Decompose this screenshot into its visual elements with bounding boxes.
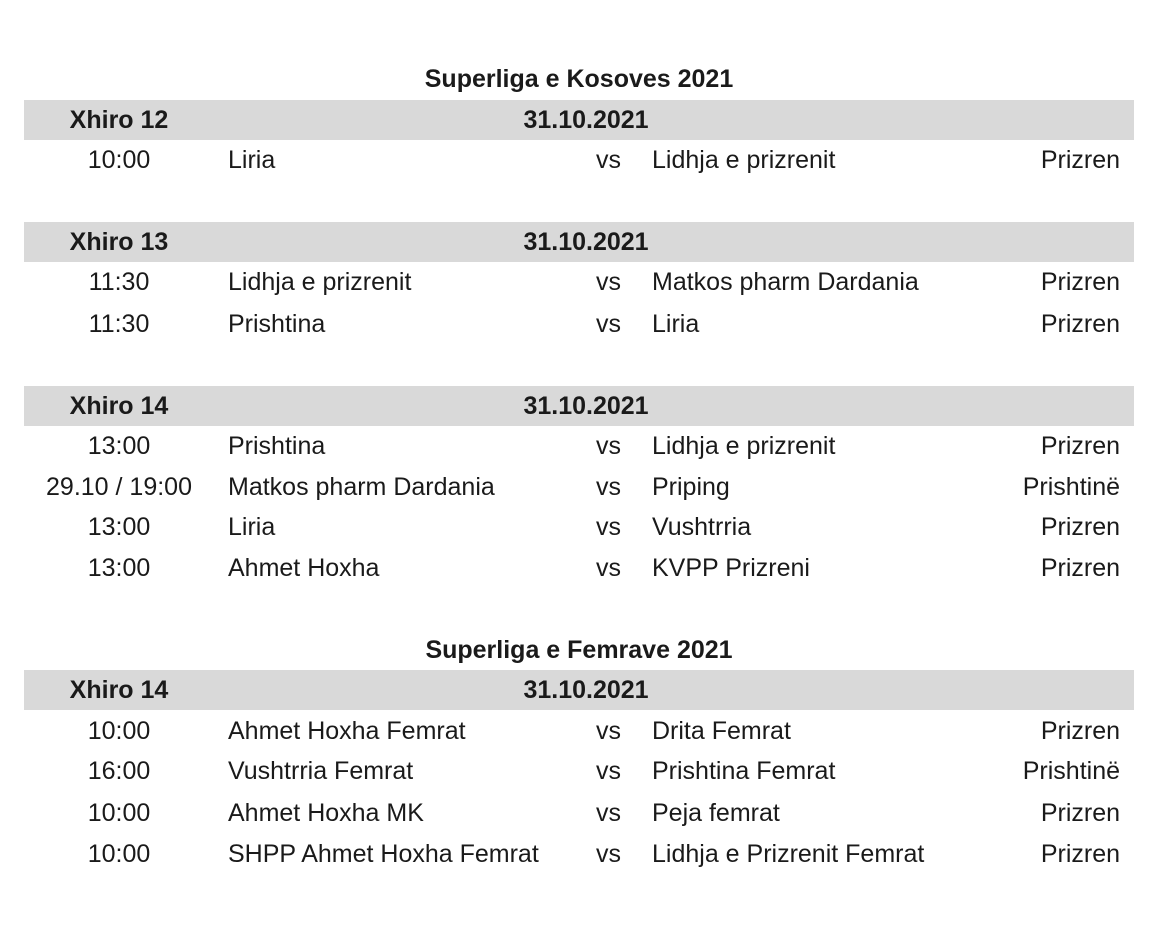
away-team: KVPP Prizreni xyxy=(652,554,810,582)
round-label: Xhiro 12 xyxy=(69,106,169,134)
match-time: 10:00 xyxy=(87,146,151,174)
away-team: Liria xyxy=(652,310,700,338)
venue: Prizren xyxy=(1040,717,1120,745)
venue: Prizren xyxy=(1040,432,1120,460)
round-header xyxy=(24,386,1134,426)
vs-label: vs xyxy=(596,717,621,745)
round-label: Xhiro 14 xyxy=(69,392,169,420)
home-team: Ahmet Hoxha Femrat xyxy=(228,717,466,745)
vs-label: vs xyxy=(596,513,621,541)
round-date: 31.10.2021 xyxy=(523,676,649,704)
round-date: 31.10.2021 xyxy=(523,106,649,134)
vs-label: vs xyxy=(596,268,621,296)
match-time: 13:00 xyxy=(87,513,151,541)
away-team: Lidhja e prizrenit xyxy=(652,146,836,174)
venue: Prizren xyxy=(1040,146,1120,174)
round-label: Xhiro 14 xyxy=(69,676,169,704)
round-date: 31.10.2021 xyxy=(523,228,649,256)
vs-label: vs xyxy=(596,554,621,582)
venue: Prizren xyxy=(1040,310,1120,338)
vs-label: vs xyxy=(596,757,621,785)
venue: Prizren xyxy=(1040,513,1120,541)
home-team: Liria xyxy=(228,146,276,174)
venue: Prishtinë xyxy=(1022,757,1120,785)
league-title: Superliga e Femrave 2021 xyxy=(425,636,733,664)
home-team: Lidhja e prizrenit xyxy=(228,268,412,296)
away-team: Lidhja e prizrenit xyxy=(652,432,836,460)
match-time: 11:30 xyxy=(88,310,150,338)
match-time: 13:00 xyxy=(87,554,151,582)
match-time: 10:00 xyxy=(87,840,151,868)
match-time: 29.10 / 19:00 xyxy=(46,473,192,501)
vs-label: vs xyxy=(596,310,621,338)
match-row xyxy=(24,140,1134,181)
away-team: Peja femrat xyxy=(652,799,780,827)
vs-label: vs xyxy=(596,432,621,460)
home-team: SHPP Ahmet Hoxha Femrat xyxy=(228,840,539,868)
vs-label: vs xyxy=(596,146,621,174)
match-time: 10:00 xyxy=(87,799,151,827)
match-row xyxy=(24,834,1134,875)
match-row xyxy=(24,711,1134,752)
round-date: 31.10.2021 xyxy=(523,392,649,420)
home-team: Ahmet Hoxha xyxy=(228,554,380,582)
away-team: Lidhja e Prizrenit Femrat xyxy=(652,840,925,868)
away-team: Drita Femrat xyxy=(652,717,791,745)
vs-label: vs xyxy=(596,840,621,868)
vs-label: vs xyxy=(596,799,621,827)
home-team: Vushtrria Femrat xyxy=(228,757,414,785)
venue: Prizren xyxy=(1040,268,1120,296)
vs-label: vs xyxy=(596,473,621,501)
home-team: Prishtina xyxy=(228,432,326,460)
match-time: 13:00 xyxy=(87,432,151,460)
round-header xyxy=(24,670,1134,710)
away-team: Vushtrria xyxy=(652,513,752,541)
match-row xyxy=(24,548,1134,589)
match-row xyxy=(24,304,1134,345)
venue: Prishtinë xyxy=(1022,473,1120,501)
match-row xyxy=(24,507,1134,548)
round-label: Xhiro 13 xyxy=(69,228,169,256)
away-team: Matkos pharm Dardania xyxy=(652,268,919,296)
match-row xyxy=(24,793,1134,834)
venue: Prizren xyxy=(1040,840,1120,868)
venue: Prizren xyxy=(1040,554,1120,582)
match-row xyxy=(24,467,1134,508)
match-time: 11:30 xyxy=(88,268,150,296)
match-row xyxy=(24,751,1134,792)
home-team: Ahmet Hoxha MK xyxy=(228,799,424,827)
league-title: Superliga e Kosoves 2021 xyxy=(424,65,734,93)
home-team: Prishtina xyxy=(228,310,326,338)
round-header xyxy=(24,222,1134,262)
round-header xyxy=(24,100,1134,140)
away-team: Priping xyxy=(652,473,730,501)
match-row xyxy=(24,426,1134,467)
venue: Prizren xyxy=(1040,799,1120,827)
away-team: Prishtina Femrat xyxy=(652,757,836,785)
match-time: 10:00 xyxy=(87,717,151,745)
match-time: 16:00 xyxy=(87,757,151,785)
home-team: Matkos pharm Dardania xyxy=(228,473,495,501)
match-row xyxy=(24,262,1134,303)
home-team: Liria xyxy=(228,513,276,541)
